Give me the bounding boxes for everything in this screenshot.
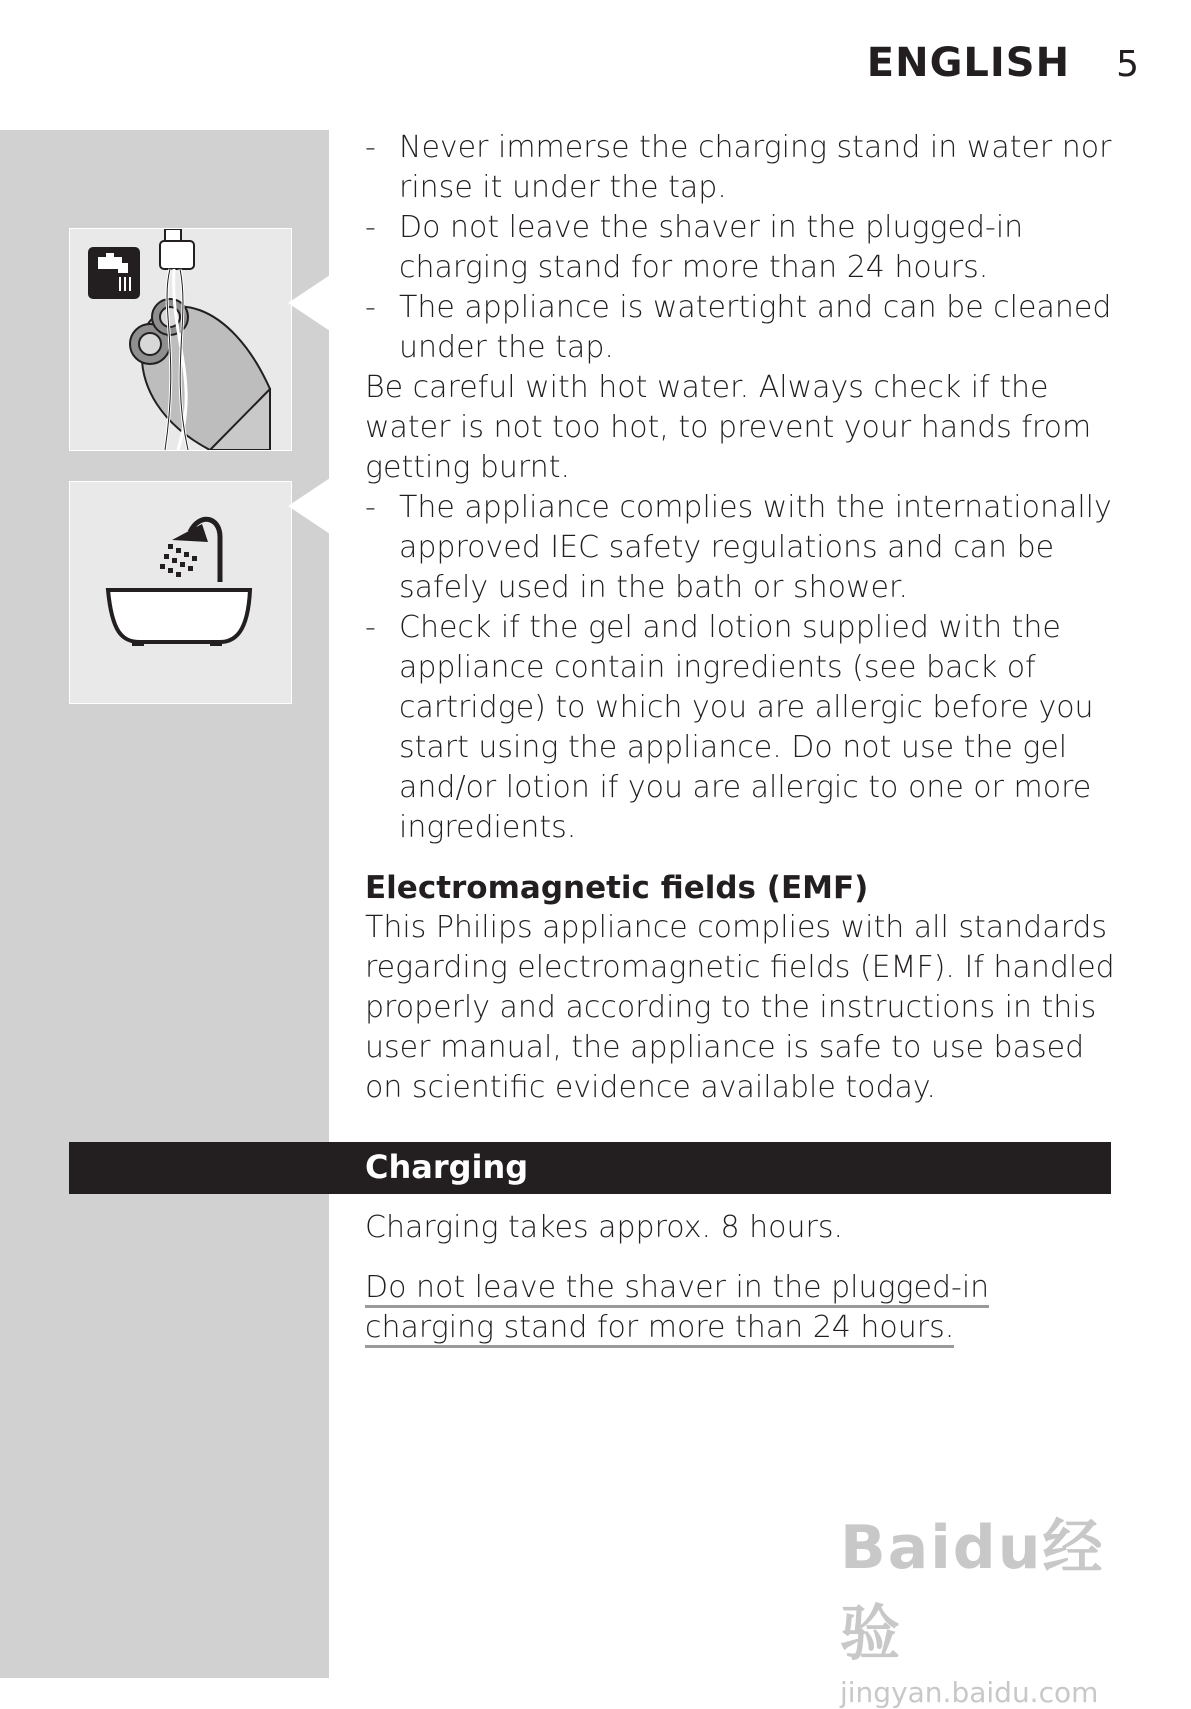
safety-section bbox=[365, 128, 1115, 1108]
watermark-brand: Baidu经验 bbox=[840, 1513, 1105, 1669]
bath-shower-icon bbox=[70, 482, 291, 703]
charging-heading: Charging bbox=[365, 1148, 529, 1186]
list-item: - Never immerse the charging stand in water nor rinse it under the tap. bbox=[365, 130, 1112, 205]
shaver-under-tap-illustration bbox=[130, 229, 270, 450]
charging-warning-paragraph bbox=[365, 1268, 1115, 1348]
figure-bath-shower bbox=[69, 481, 292, 704]
page-number: 5 bbox=[1116, 44, 1139, 85]
section-title: ENGLISH bbox=[866, 40, 1071, 86]
charging-warning: Do not leave the shaver in the plugged-in charging stand for more than 24 hours. bbox=[365, 1270, 989, 1348]
list-item: - Do not leave the shaver in the plugged-in charging stand for more than 24 hours. bbox=[365, 210, 1024, 285]
charging-section-bar bbox=[69, 1142, 1111, 1194]
emf-body: This Philips appliance complies with all standards regarding electromagnetic fields (EMF). If handled properly and according to the instructions in this user manual, the appliance is safe to use based on scientific evidence available today. bbox=[365, 910, 1115, 1105]
hot-water-warning: Be careful with hot water. Always check if the water is not too hot, to prevent your hands from getting burnt. bbox=[365, 370, 1092, 485]
page-header bbox=[867, 40, 1139, 86]
charging-section bbox=[365, 1208, 1115, 1348]
list-item: - The appliance is watertight and can be cleaned under the tap. bbox=[365, 290, 1112, 365]
figure-pointer bbox=[288, 478, 330, 534]
list-item: - The appliance complies with the internationally approved IEC safety regulations and can be safely used in the bath or shower. bbox=[365, 490, 1112, 605]
figure-pointer bbox=[288, 275, 330, 331]
emf-heading: Electromagnetic fields (EMF) bbox=[365, 870, 869, 906]
watermark-url: jingyan.baidu.com bbox=[840, 1676, 1099, 1709]
figure-shaver-under-tap bbox=[69, 228, 292, 451]
list-item: - Check if the gel and lotion supplied with the appliance contain ingredients (see back of cartridge) to which you are allergic before you start using the appliance. Do not use the gel and/or lotion if you are allergic to one or more ingredients. bbox=[365, 610, 1094, 845]
tap-water-icon bbox=[88, 247, 140, 299]
charging-time: Charging takes approx. 8 hours. bbox=[365, 1210, 844, 1245]
